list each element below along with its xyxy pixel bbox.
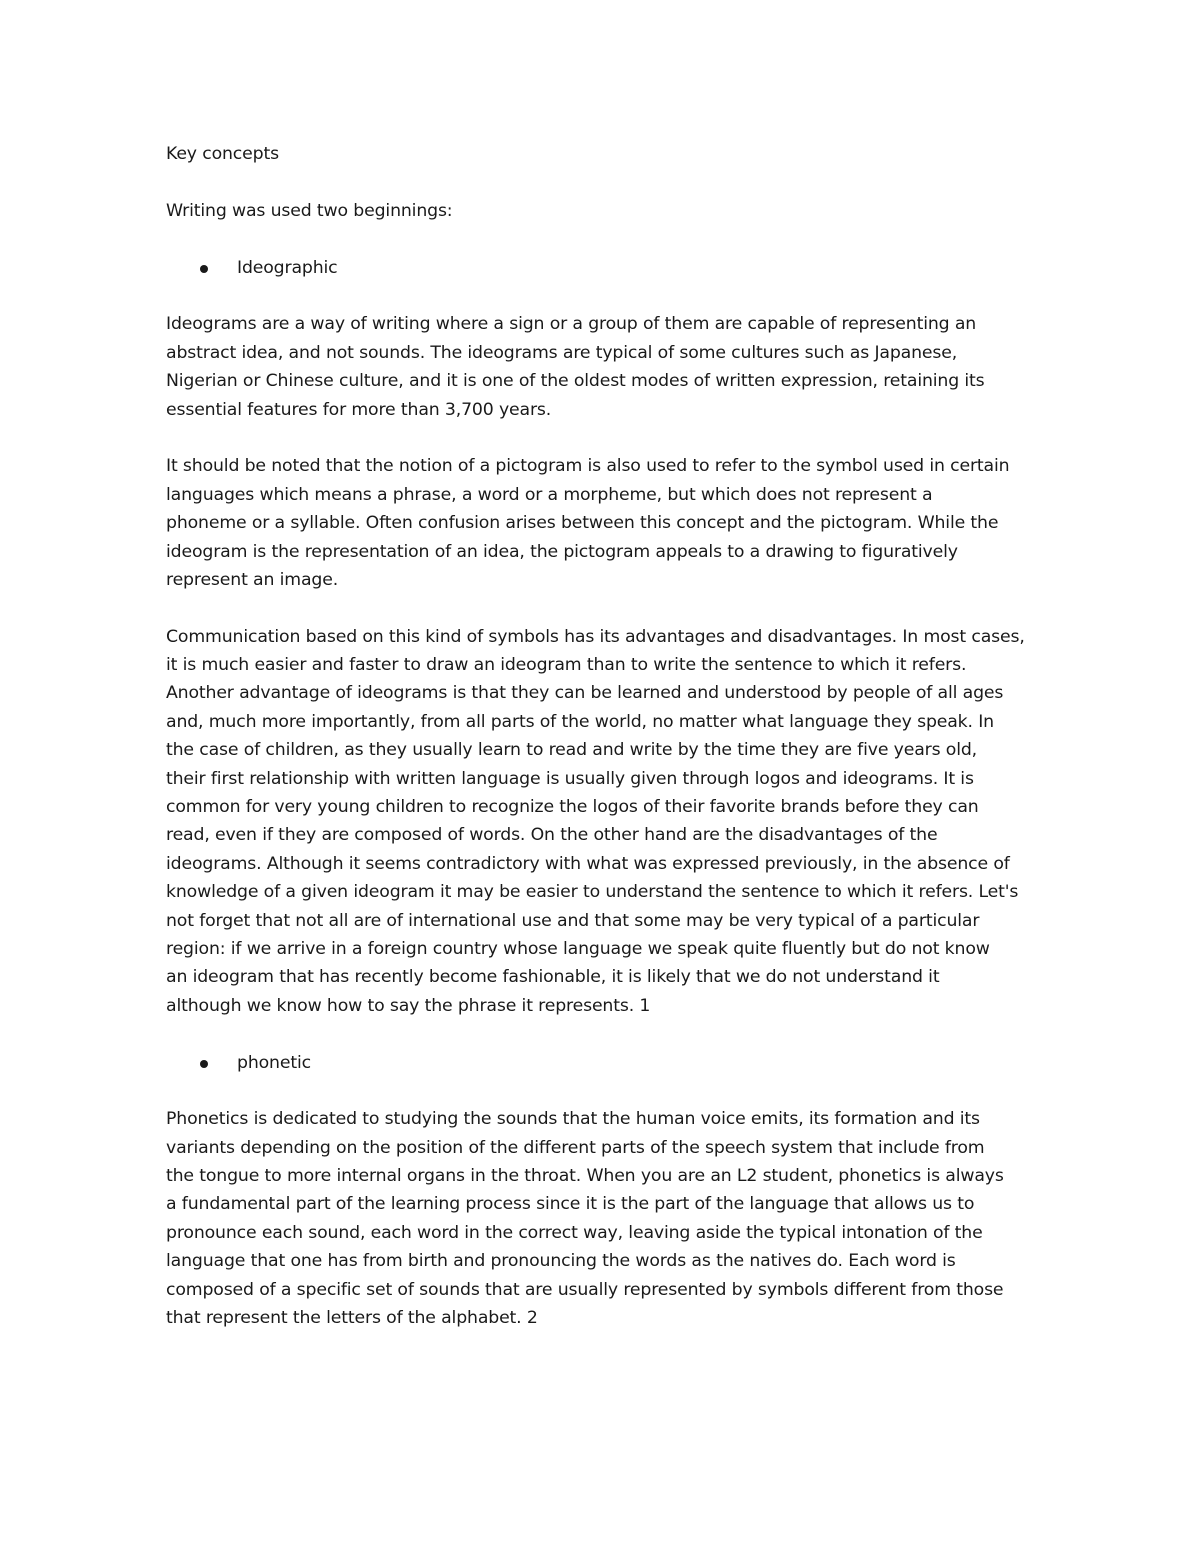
paragraph [166, 623, 1046, 1020]
bullet-item-phonetic [166, 1049, 1046, 1077]
paragraph-line: read, even if they are composed of words. On the other hand are the disadvantages of the [166, 825, 938, 846]
paragraph-line: region: if we arrive in a foreign country whose language we speak quite fluently but do not know [166, 938, 990, 959]
paragraph-line: that represent the letters of the alphabet. 2 [166, 1308, 538, 1329]
paragraph-line: Nigerian or Chinese culture, and it is one of the oldest modes of written expression, retaining its [166, 371, 985, 392]
paragraph-line: language that one has from birth and pronouncing the words as the natives do. Each word is [166, 1251, 956, 1272]
paragraph-line: variants depending on the position of the different parts of the speech system that include from [166, 1137, 985, 1158]
paragraph-line: It should be noted that the notion of a pictogram is also used to refer to the symbol used in certain [166, 456, 1010, 477]
paragraph-line: common for very young children to recognize the logos of their favorite brands before they can [166, 797, 979, 818]
paragraph-line: not forget that not all are of international use and that some may be very typical of a particular [166, 910, 980, 931]
paragraph-line: phoneme or a syllable. Often confusion arises between this concept and the pictogram. While the [166, 513, 999, 534]
paragraph-line: pronounce each sound, each word in the correct way, leaving aside the typical intonation of the [166, 1222, 983, 1243]
paragraph-line: an ideogram that has recently become fashionable, it is likely that we do not understand it [166, 967, 940, 988]
paragraph-line: languages which means a phrase, a word or a morpheme, but which does not represent a [166, 484, 933, 505]
intro-text: Writing was used two beginnings: [166, 200, 453, 221]
paragraph [166, 310, 1046, 424]
bullet-label: phonetic [237, 1052, 311, 1073]
paragraph-line: essential features for more than 3,700 years. [166, 399, 552, 420]
paragraph [166, 452, 1046, 594]
bullet-dot-icon [200, 1060, 208, 1068]
paragraph-line: represent an image. [166, 569, 339, 590]
paragraph-line: Another advantage of ideograms is that they can be learned and understood by people of all ages [166, 683, 1004, 704]
sections-container [166, 254, 1046, 1333]
paragraph [166, 1105, 1046, 1332]
paragraph-line: ideograms. Although it seems contradictory with what was expressed previously, in the absence of [166, 853, 1010, 874]
paragraph-line: it is much easier and faster to draw an ideogram than to write the sentence to which it refers. [166, 655, 967, 676]
document-heading: Key concepts [166, 144, 279, 164]
paragraph-line: the case of children, as they usually learn to read and write by the time they are five years old, [166, 740, 978, 761]
paragraph-line: abstract idea, and not sounds. The ideograms are typical of some cultures such as Japanese, [166, 342, 958, 363]
bullet-label: Ideographic [237, 257, 338, 278]
paragraph-line: Phonetics is dedicated to studying the sounds that the human voice emits, its formation and its [166, 1109, 980, 1130]
document-body [166, 140, 1046, 1361]
paragraph-line: the tongue to more internal organs in the throat. When you are an L2 student, phonetics is always [166, 1166, 1004, 1187]
paragraph-line: ideogram is the representation of an idea, the pictogram appeals to a drawing to figuratively [166, 541, 958, 562]
paragraph-line: composed of a specific set of sounds that are usually represented by symbols different from those [166, 1279, 1004, 1300]
bullet-dot-icon [200, 265, 208, 273]
paragraph-line: their first relationship with written language is usually given through logos and ideograms. It is [166, 768, 974, 789]
paragraph-line: although we know how to say the phrase it represents. 1 [166, 995, 651, 1016]
paragraph-line: Ideograms are a way of writing where a sign or a group of them are capable of representing an [166, 314, 977, 335]
paragraph-line: Communication based on this kind of symbols has its advantages and disadvantages. In most cases, [166, 626, 1025, 647]
paragraph-line: and, much more importantly, from all parts of the world, no matter what language they speak. In [166, 711, 994, 732]
bullet-item-ideographic [166, 254, 1046, 282]
paragraph-line: knowledge of a given ideogram it may be easier to understand the sentence to which it refers. Let's [166, 882, 1019, 903]
paragraph-line: a fundamental part of the learning process since it is the part of the language that allows us to [166, 1194, 975, 1215]
